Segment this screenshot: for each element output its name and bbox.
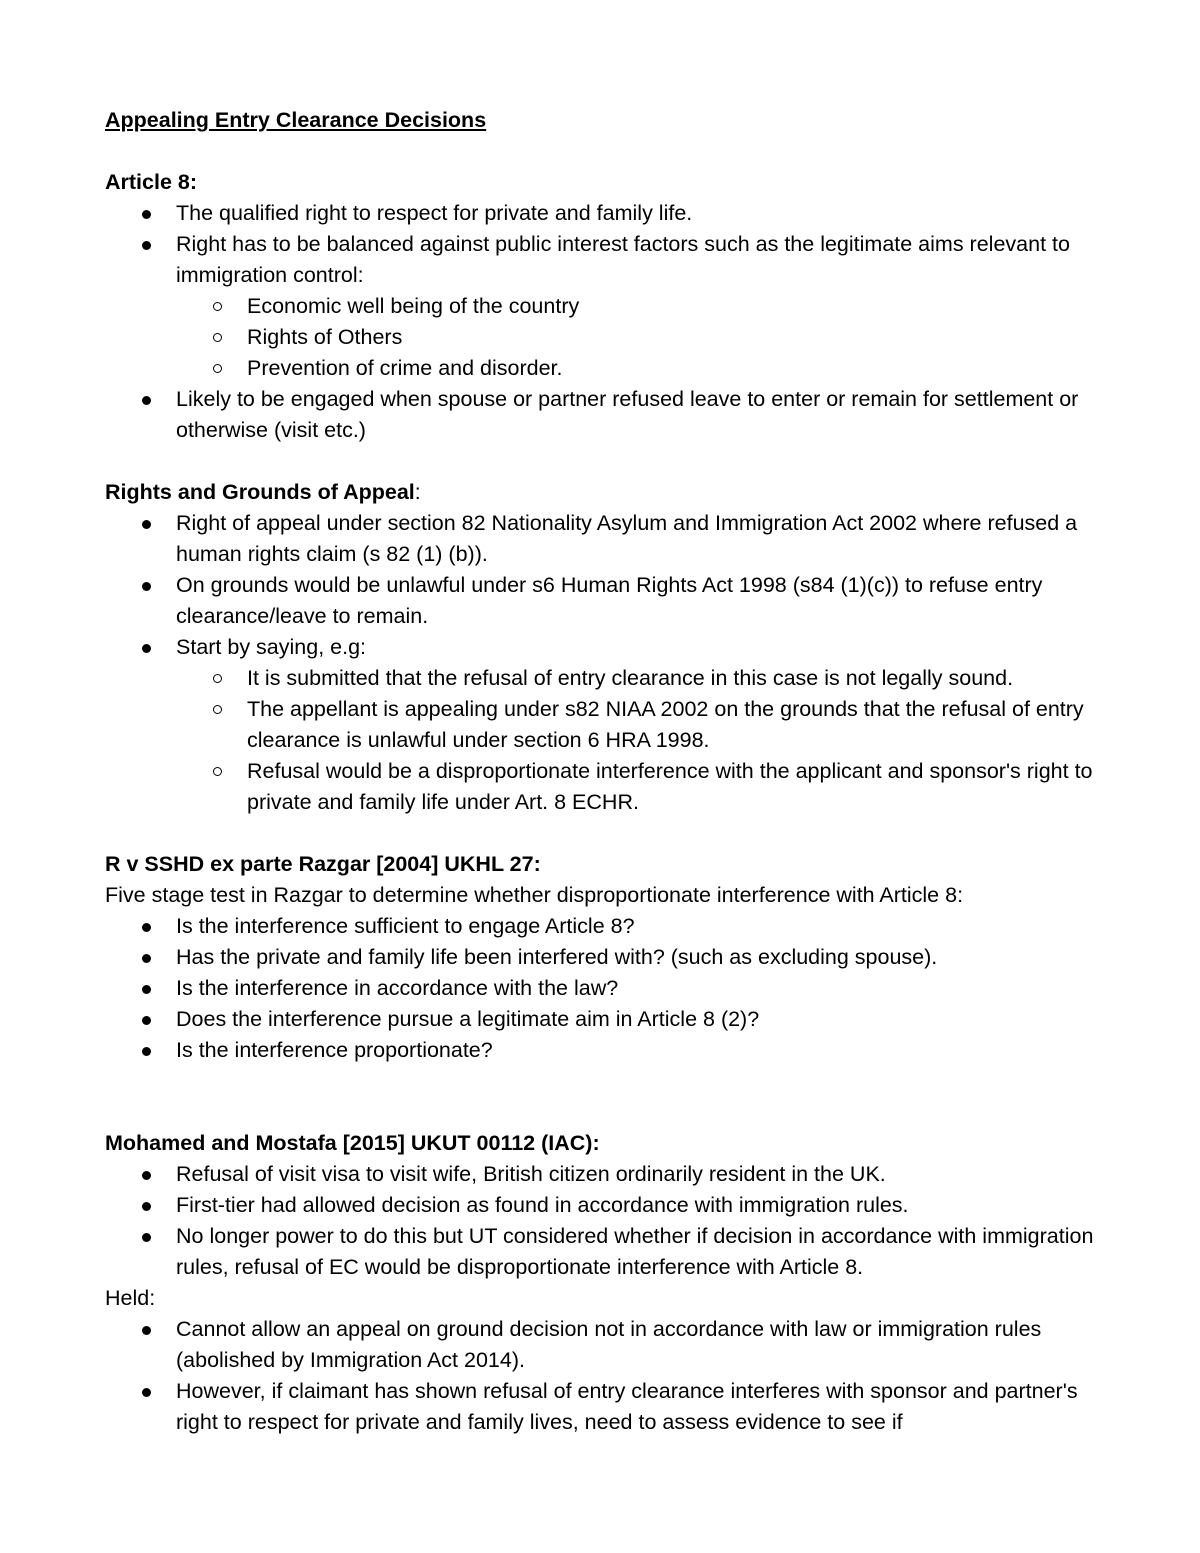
list-item-text: Start by saying, e.g:	[176, 635, 367, 659]
list-item-text: Is the interference sufficient to engage Article 8?	[176, 914, 635, 938]
held-list	[105, 1314, 1105, 1438]
list-item	[105, 942, 1105, 973]
sublist-item	[176, 291, 1105, 322]
rights-heading-text: Rights and Grounds of Appeal	[105, 480, 415, 504]
list-item	[105, 570, 1105, 632]
filled-bullet-icon	[142, 954, 151, 963]
list-item-text: No longer power to do this but UT considered whether if decision in accordance with immigration rules, refusal of EC would be disproportionate interference with Article 8.	[176, 1224, 1094, 1279]
filled-bullet-icon	[142, 396, 151, 405]
list-item-text: First-tier had allowed decision as found in accordance with immigration rules.	[176, 1193, 909, 1217]
sublist-item	[176, 663, 1105, 694]
list-item	[105, 632, 1105, 818]
sublist-item	[176, 322, 1105, 353]
razgar-list	[105, 911, 1105, 1066]
list-item	[105, 198, 1105, 229]
hollow-bullet-icon	[213, 364, 222, 373]
sublist-item-text: Prevention of crime and disorder.	[247, 356, 563, 380]
filled-bullet-icon	[142, 923, 151, 932]
held-label: Held:	[105, 1286, 156, 1310]
rights-heading-colon: :	[414, 480, 421, 504]
sublist-item-text: It is submitted that the refusal of entry clearance in this case is not legally sound.	[247, 666, 1014, 690]
list-item-text: The qualified right to respect for private and family life.	[176, 201, 693, 225]
section-heading-razgar: R v SSHD ex parte Razgar [2004] UKHL 27:	[105, 852, 541, 876]
article-8-list	[105, 198, 1105, 446]
sublist-item	[176, 756, 1105, 818]
spacer	[105, 446, 1105, 477]
mohamed-list	[105, 1159, 1105, 1283]
spacer	[105, 136, 1105, 167]
filled-bullet-icon	[142, 1326, 151, 1335]
list-item	[105, 384, 1105, 446]
list-item	[105, 973, 1105, 1004]
list-item-text: However, if claimant has shown refusal of entry clearance interferes with sponsor and partner's right to respect for private and family lives, need to assess evidence to see if	[176, 1379, 1078, 1434]
list-item	[105, 1004, 1105, 1035]
list-item-text: Likely to be engaged when spouse or partner refused leave to enter or remain for settlement or otherwise (visit etc.)	[176, 387, 1079, 442]
list-item	[105, 1190, 1105, 1221]
list-item-text: Cannot allow an appeal on ground decision not in accordance with law or immigration rules (abolished by Immigration Act 2014).	[176, 1317, 1042, 1372]
filled-bullet-icon	[142, 1171, 151, 1180]
section-heading-rights	[105, 477, 1105, 508]
sublist-item	[176, 694, 1105, 756]
list-item-text: Is the interference in accordance with the law?	[176, 976, 619, 1000]
list-item-text: Has the private and family life been interfered with? (such as excluding spouse).	[176, 945, 938, 969]
list-item-text: Refusal of visit visa to visit wife, British citizen ordinarily resident in the UK.	[176, 1162, 886, 1186]
filled-bullet-icon	[142, 241, 151, 250]
list-item-text: Is the interference proportionate?	[176, 1038, 493, 1062]
list-item-text: Right has to be balanced against public interest factors such as the legitimate aims relevant to immigration control:	[176, 232, 1070, 287]
filled-bullet-icon	[142, 1388, 151, 1397]
razgar-intro: Five stage test in Razgar to determine whether disproportionate interference with Article 8:	[105, 883, 964, 907]
section-heading-article-8: Article 8:	[105, 170, 198, 194]
list-item	[105, 911, 1105, 942]
filled-bullet-icon	[142, 520, 151, 529]
filled-bullet-icon	[142, 1233, 151, 1242]
filled-bullet-icon	[142, 644, 151, 653]
list-item-text: Does the interference pursue a legitimate aim in Article 8 (2)?	[176, 1007, 760, 1031]
sublist-item	[176, 353, 1105, 384]
sublist-item-text: Refusal would be a disproportionate interference with the applicant and sponsor's right to private and family life under Art. 8 ECHR.	[247, 759, 1093, 814]
spacer	[105, 818, 1105, 849]
filled-bullet-icon	[142, 1016, 151, 1025]
list-item-text: On grounds would be unlawful under s6 Human Rights Act 1998 (s84 (1)(c)) to refuse entry clearance/leave to remain.	[176, 573, 1043, 628]
legitimate-aims-sublist	[176, 291, 1105, 384]
section-heading-mohamed: Mohamed and Mostafa [2015] UKUT 00112 (IAC):	[105, 1131, 600, 1155]
filled-bullet-icon	[142, 210, 151, 219]
hollow-bullet-icon	[213, 767, 222, 776]
list-item	[105, 229, 1105, 384]
filled-bullet-icon	[142, 985, 151, 994]
list-item-text: Right of appeal under section 82 Nationality Asylum and Immigration Act 2002 where refused a human rights claim (s 82 (1) (b)).	[176, 511, 1078, 566]
list-item	[105, 1376, 1105, 1438]
list-item	[105, 1221, 1105, 1283]
filled-bullet-icon	[142, 1202, 151, 1211]
filled-bullet-icon	[142, 1047, 151, 1056]
document-page	[105, 105, 1105, 1438]
spacer	[105, 1066, 1105, 1128]
sublist-item-text: The appellant is appealing under s82 NIAA 2002 on the grounds that the refusal of entry clearance is unlawful under section 6 HRA 1998.	[247, 697, 1084, 752]
list-item	[105, 1314, 1105, 1376]
sublist-item-text: Rights of Others	[247, 325, 403, 349]
sample-wording-sublist	[176, 663, 1105, 818]
sublist-item-text: Economic well being of the country	[247, 294, 580, 318]
hollow-bullet-icon	[213, 302, 222, 311]
filled-bullet-icon	[142, 582, 151, 591]
rights-list	[105, 508, 1105, 818]
hollow-bullet-icon	[213, 333, 222, 342]
list-item	[105, 1159, 1105, 1190]
list-item	[105, 508, 1105, 570]
hollow-bullet-icon	[213, 674, 222, 683]
document-title: Appealing Entry Clearance Decisions	[105, 108, 487, 132]
list-item	[105, 1035, 1105, 1066]
hollow-bullet-icon	[213, 705, 222, 714]
